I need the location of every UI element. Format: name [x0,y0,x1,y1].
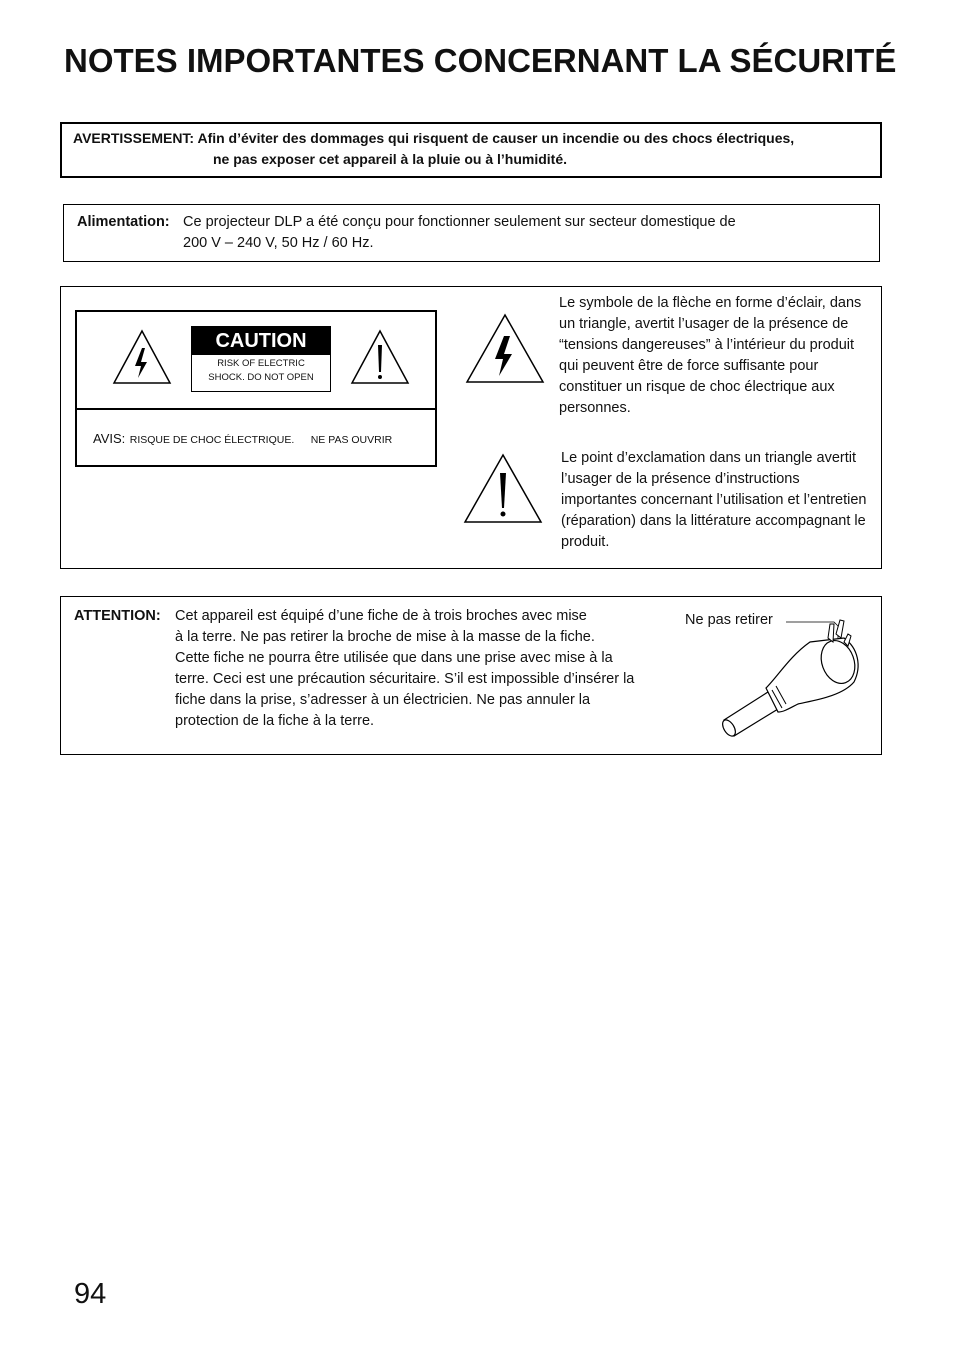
caution-subtext-2: SHOCK. DO NOT OPEN [208,372,314,383]
avis-row [93,430,392,448]
attention-line: Cet appareil est équipé d’une fiche de à trois broches avec mise [175,608,587,624]
attention-line: à la terre. Ne pas retirer la broche de mise à la masse de la fiche. [175,629,595,645]
label-divider [77,408,435,410]
avis-label: AVIS: [93,431,126,446]
lightning-triangle-icon [464,312,546,385]
power-label: Alimentation: [77,214,170,230]
exclamation-triangle-small-icon [349,328,411,385]
page-title: NOTES IMPORTANTES CONCERNANT LA SÉCURITÉ [64,42,897,79]
warning-line-2: ne pas exposer cet appareil à la pluie ou à l’humidité. [213,151,567,167]
caution-label-panel [75,310,437,467]
symbols-box [60,286,882,569]
caution-subtext-1: RISK OF ELECTRIC [217,358,305,369]
caution-heading: CAUTION [192,327,330,355]
power-line-1: Ce projecteur DLP a été conçu pour fonctionner seulement sur secteur domestique de [183,214,736,230]
attention-line: Cette fiche ne pourra être utilisée que dans une prise avec mise à la [175,650,613,666]
lightning-triangle-small-icon [111,328,173,385]
grounded-plug-illustration [716,612,866,742]
exclamation-triangle-icon [462,452,544,525]
warning-line-1: AVERTISSEMENT: Afin d’éviter des dommages qui risquent de causer un incendie ou des chocs électriques, [73,130,795,146]
avis-text-1: RISQUE DE CHOC ÉLECTRIQUE. [129,434,295,446]
avis-text-2: NE PAS OUVRIR [310,434,393,446]
plug-label: Ne pas retirer [685,612,773,628]
attention-box [60,596,882,755]
power-supply-box [63,204,880,262]
attention-line: terre. Ceci est une précaution sécuritaire. S’il est impossible d’insérer la [175,671,635,687]
power-line-2: 200 V – 240 V, 50 Hz / 60 Hz. [183,235,374,251]
caution-block [191,326,331,392]
exclamation-symbol-text: Le point d’exclamation dans un triangle avertit l’usager de la présence d’instructions importantes concernant l’utilisation et l’entretien (réparation) dans la littérature accompagnant le produit. [561,450,867,550]
attention-line: protection de la fiche à la terre. [175,713,375,729]
page-number: 94 [74,1278,107,1310]
attention-label: ATTENTION: [74,608,161,624]
warning-box [60,122,882,178]
attention-line: fiche dans la prise, s’adresser à un électricien. Ne pas annuler la [175,692,591,708]
lightning-symbol-text: Le symbole de la flèche en forme d’éclair, dans un triangle, avertit l’usager de la présence de “tensions dangereuses” à l’intérieur du produit qui peuvent être de force suffisante pour constituer un risque de choc électrique aux personnes. [559,295,862,416]
